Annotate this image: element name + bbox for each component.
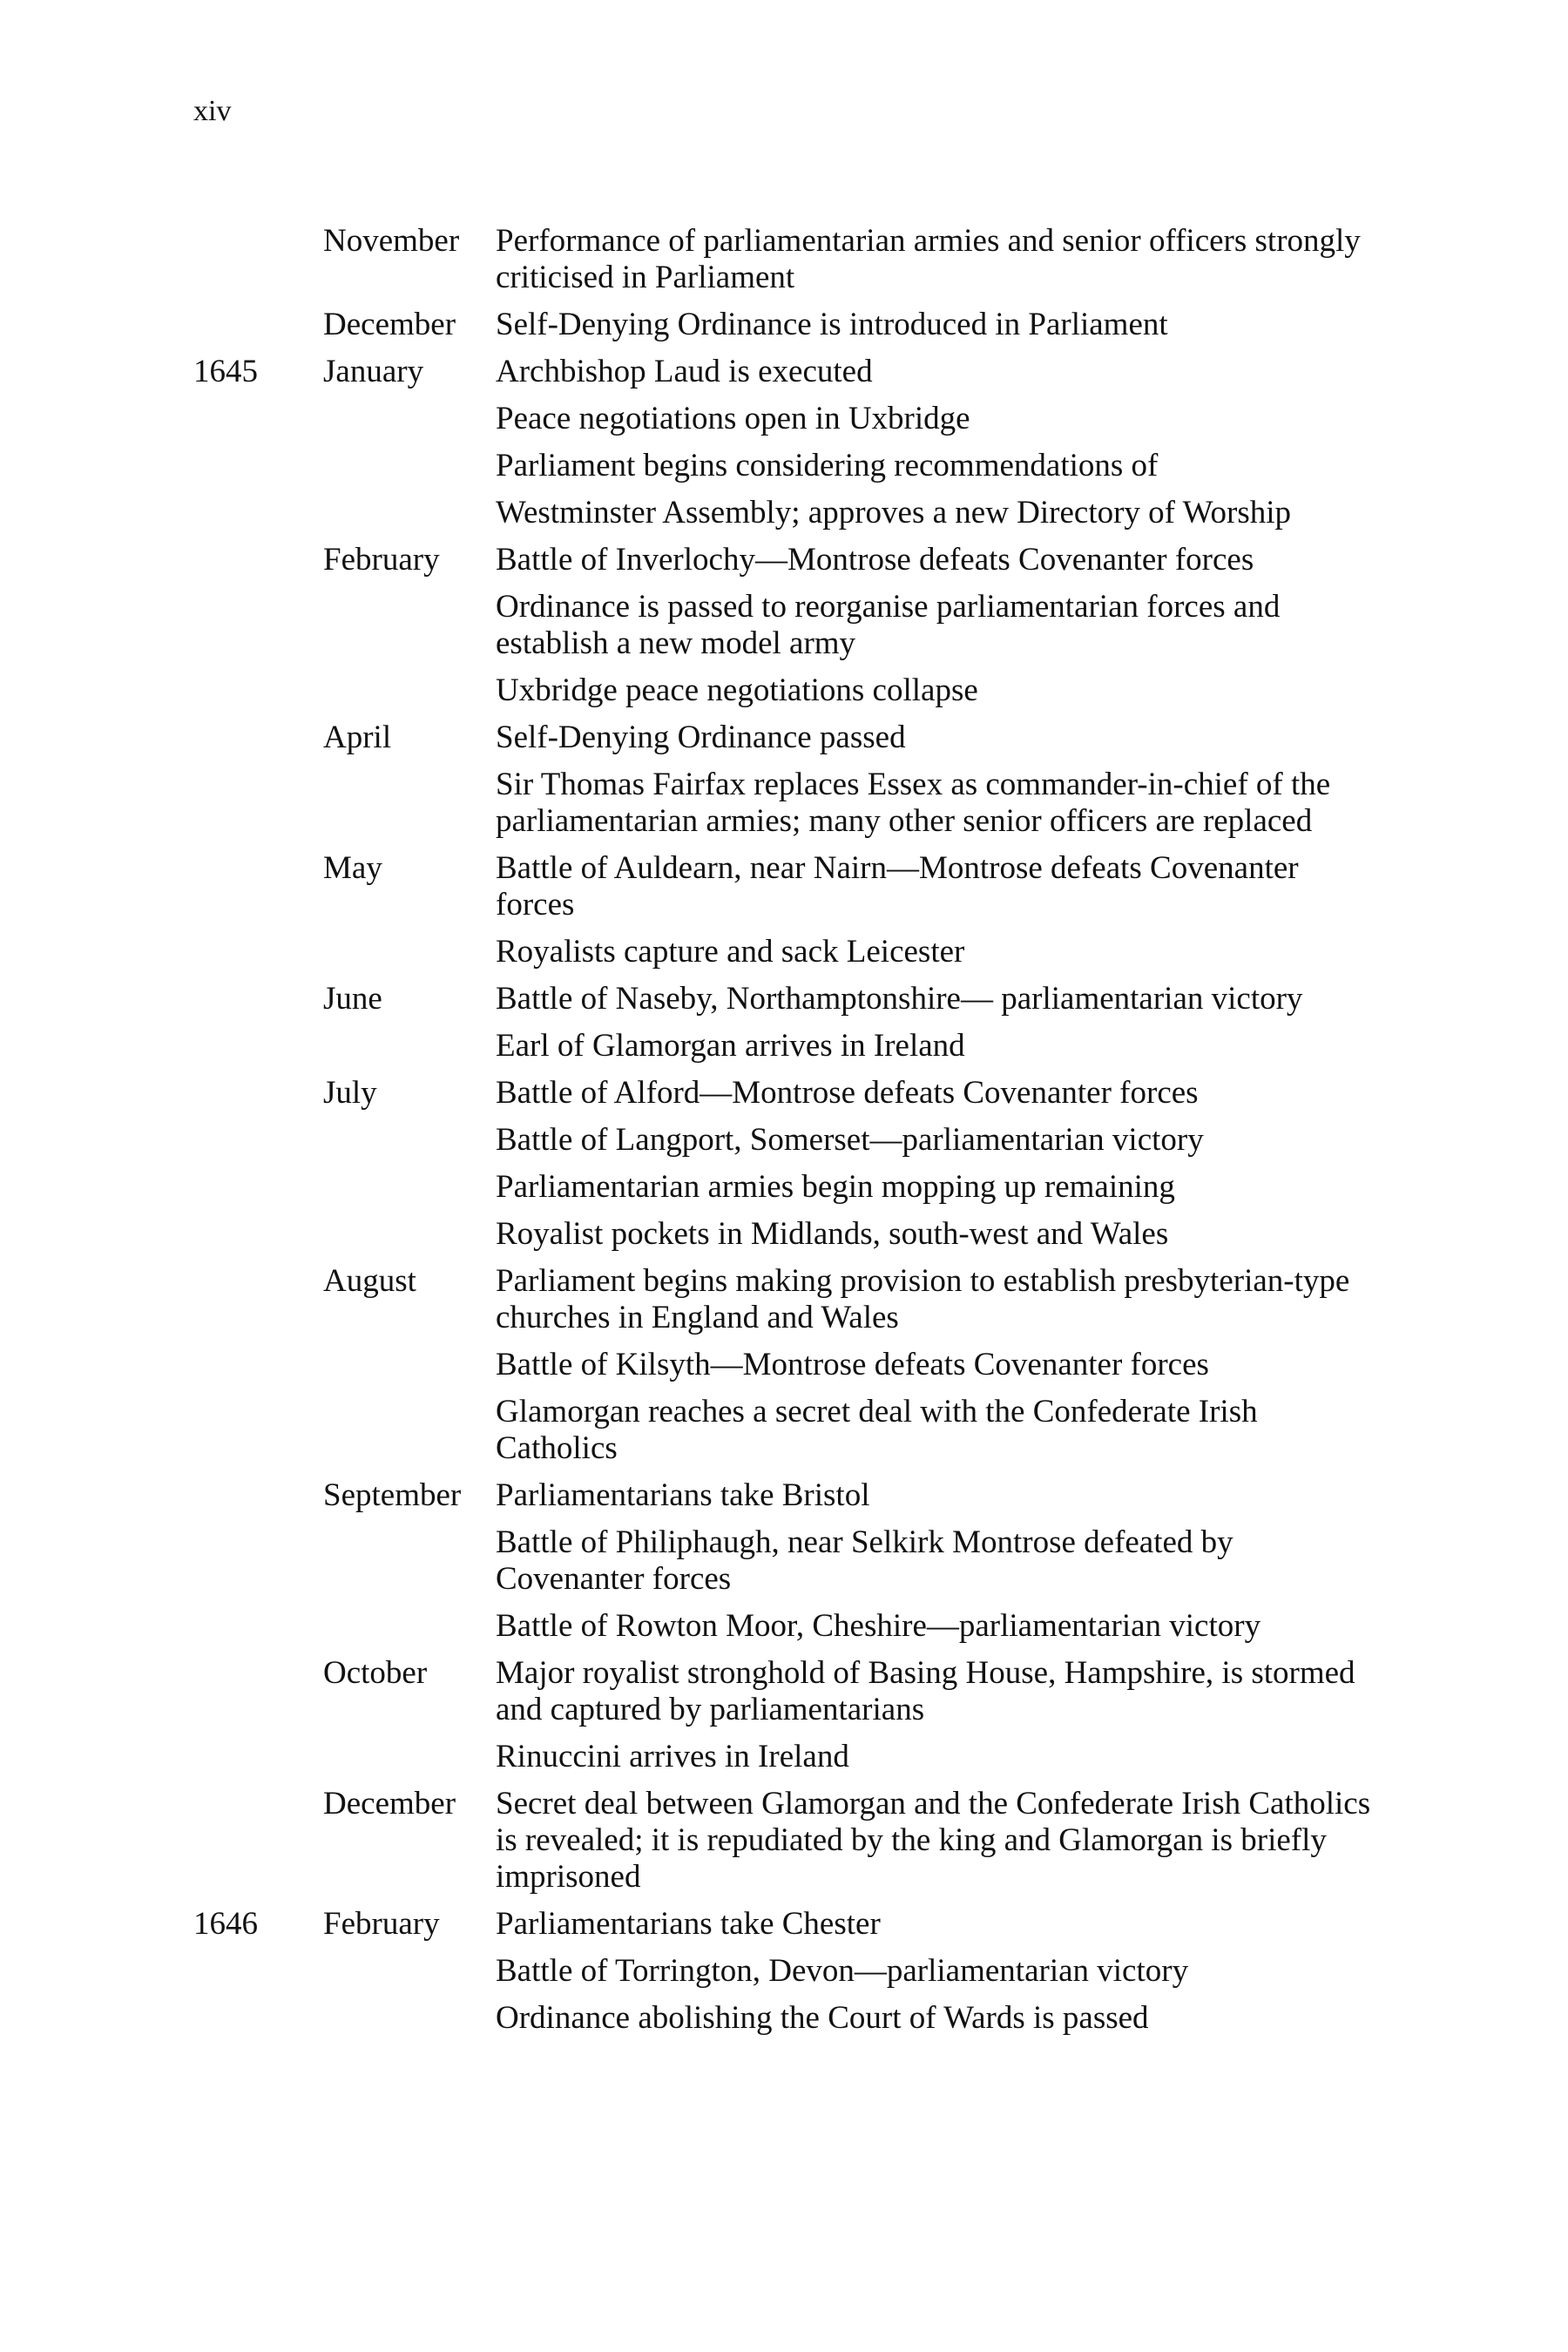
entry-month bbox=[323, 934, 496, 970]
entry-year bbox=[193, 1216, 323, 1253]
entry-year bbox=[193, 401, 323, 437]
chronology-entry bbox=[193, 1122, 1378, 1159]
chronology-table bbox=[193, 223, 1378, 2047]
entry-month bbox=[323, 1028, 496, 1064]
chronology-entry bbox=[193, 981, 1378, 1017]
entry-event: Parliamentarians take Chester bbox=[496, 1906, 881, 1942]
entry-event: Major royalist stronghold of Basing House, Hampshire, is stormed and captured by parliamentarians bbox=[496, 1655, 1355, 1727]
chronology-entry bbox=[193, 1739, 1378, 1775]
entry-event: Battle of Naseby, Northamptonshire— parliamentarian victory bbox=[496, 981, 1303, 1017]
entry-month: February bbox=[323, 1906, 440, 1942]
entry-event: Ordinance abolishing the Court of Wards is passed bbox=[496, 2000, 1149, 2036]
entry-month bbox=[323, 1394, 496, 1467]
entry-event: Uxbridge peace negotiations collapse bbox=[496, 672, 978, 708]
entry-year bbox=[193, 1524, 323, 1598]
entry-event: Archbishop Laud is executed bbox=[496, 354, 873, 389]
entry-month bbox=[323, 589, 496, 662]
chronology-entry bbox=[193, 1477, 1378, 1514]
entry-year bbox=[193, 1028, 323, 1064]
entry-event: Parliamentarians take Bristol bbox=[496, 1477, 870, 1513]
entry-month bbox=[323, 1608, 496, 1645]
chronology-entry bbox=[193, 542, 1378, 578]
entry-month bbox=[323, 448, 496, 484]
entry-year bbox=[193, 1263, 323, 1336]
entry-event: Parliament begins making provision to establish presbyterian-type churches in England and Wales bbox=[496, 1263, 1350, 1335]
entry-event: Peace negotiations open in Uxbridge bbox=[496, 401, 970, 436]
entry-year bbox=[193, 767, 323, 840]
entry-event: Earl of Glamorgan arrives in Ireland bbox=[496, 1028, 965, 1064]
entry-month: September bbox=[323, 1477, 462, 1513]
chronology-entry bbox=[193, 1394, 1378, 1467]
entry-year bbox=[193, 589, 323, 662]
entry-event: Battle of Rowton Moor, Cheshire—parliamentarian victory bbox=[496, 1608, 1261, 1644]
entry-event: Battle of Inverlochy—Montrose defeats Covenanter forces bbox=[496, 542, 1254, 578]
entry-month bbox=[323, 672, 496, 709]
entry-event: Royalists capture and sack Leicester bbox=[496, 934, 965, 970]
chronology-entry bbox=[193, 1075, 1378, 1112]
entry-month bbox=[323, 401, 496, 437]
entry-event: Battle of Langport, Somerset—parliamentarian victory bbox=[496, 1122, 1204, 1158]
entry-event: Parliamentarian armies begin mopping up remaining bbox=[496, 1169, 1175, 1205]
entry-year bbox=[193, 981, 323, 1017]
chronology-entry bbox=[193, 448, 1378, 484]
chronology-entry bbox=[193, 1655, 1378, 1728]
chronology-entry bbox=[193, 934, 1378, 970]
entry-event: Battle of Auldearn, near Nairn—Montrose defeats Covenanter forces bbox=[496, 850, 1299, 923]
chronology-entry bbox=[193, 495, 1378, 531]
entry-year bbox=[193, 307, 323, 343]
entry-year bbox=[193, 448, 323, 484]
entry-event: Battle of Philiphaugh, near Selkirk Montrose defeated by Covenanter forces bbox=[496, 1524, 1233, 1597]
chronology-entry bbox=[193, 1347, 1378, 1383]
chronology-entry bbox=[193, 1216, 1378, 1253]
entry-year bbox=[193, 223, 323, 296]
entry-year bbox=[193, 672, 323, 709]
entry-event: Sir Thomas Fairfax replaces Essex as commander-in-chief of the parliamentarian armies; many other senior officers are replaced bbox=[496, 767, 1331, 839]
entry-year bbox=[193, 1169, 323, 1206]
entry-month: December bbox=[323, 307, 456, 342]
entry-event: Secret deal between Glamorgan and the Confederate Irish Catholics is revealed; it is repudiated by the king and Glamorgan is briefly imprisoned bbox=[496, 1786, 1371, 1895]
chronology-entry bbox=[193, 1524, 1378, 1598]
chronology-entry bbox=[193, 1953, 1378, 1990]
entry-event: Battle of Kilsyth—Montrose defeats Covenanter forces bbox=[496, 1347, 1209, 1382]
chronology-entry bbox=[193, 1169, 1378, 1206]
entry-year bbox=[193, 1953, 323, 1990]
entry-year bbox=[193, 1347, 323, 1383]
entry-month bbox=[323, 1953, 496, 1990]
entry-month: October bbox=[323, 1655, 428, 1691]
entry-month: April bbox=[323, 720, 392, 755]
entry-year bbox=[193, 934, 323, 970]
chronology-entry bbox=[193, 354, 1378, 390]
chronology-entry bbox=[193, 1028, 1378, 1064]
entry-month bbox=[323, 767, 496, 840]
entry-month: June bbox=[323, 981, 382, 1017]
entry-year bbox=[193, 542, 323, 578]
entry-event: Westminster Assembly; approves a new Directory of Worship bbox=[496, 495, 1292, 531]
entry-year bbox=[193, 850, 323, 923]
chronology-entry bbox=[193, 2000, 1378, 2037]
entry-month bbox=[323, 2000, 496, 2037]
entry-year bbox=[193, 1786, 323, 1896]
entry-month: January bbox=[323, 354, 424, 389]
chronology-entry bbox=[193, 720, 1378, 756]
chronology-entry bbox=[193, 1786, 1378, 1896]
chronology-entry bbox=[193, 223, 1378, 296]
entry-event: Ordinance is passed to reorganise parliamentarian forces and establish a new model army bbox=[496, 589, 1281, 661]
entry-month bbox=[323, 1122, 496, 1159]
entry-year bbox=[193, 1122, 323, 1159]
entry-month: July bbox=[323, 1075, 377, 1111]
chronology-entry bbox=[193, 672, 1378, 709]
entry-year bbox=[193, 1394, 323, 1467]
chronology-entry bbox=[193, 307, 1378, 343]
entry-event: Battle of Torrington, Devon—parliamentarian victory bbox=[496, 1953, 1189, 1989]
chronology-entry bbox=[193, 1263, 1378, 1336]
entry-month: November bbox=[323, 223, 460, 259]
entry-month bbox=[323, 1216, 496, 1253]
entry-year: 1646 bbox=[193, 1906, 258, 1942]
entry-year bbox=[193, 2000, 323, 2037]
entry-year: 1645 bbox=[193, 354, 258, 389]
entry-year bbox=[193, 720, 323, 756]
entry-month: August bbox=[323, 1263, 416, 1299]
chronology-entry bbox=[193, 401, 1378, 437]
entry-event: Self-Denying Ordinance passed bbox=[496, 720, 906, 755]
chronology-entry bbox=[193, 850, 1378, 923]
entry-month bbox=[323, 1169, 496, 1206]
entry-event: Performance of parliamentarian armies and senior officers strongly criticised in Parliament bbox=[496, 223, 1361, 295]
chronology-entry bbox=[193, 767, 1378, 840]
entry-year bbox=[193, 1075, 323, 1112]
entry-year bbox=[193, 1608, 323, 1645]
entry-event: Rinuccini arrives in Ireland bbox=[496, 1739, 849, 1774]
entry-event: Parliament begins considering recommendations of bbox=[496, 448, 1159, 483]
chronology-entry bbox=[193, 1906, 1378, 1943]
entry-month bbox=[323, 495, 496, 531]
entry-month: May bbox=[323, 850, 382, 886]
entry-year bbox=[193, 1477, 323, 1514]
chronology-entry bbox=[193, 589, 1378, 662]
entry-event: Battle of Alford—Montrose defeats Covenanter forces bbox=[496, 1075, 1199, 1111]
entry-year bbox=[193, 1739, 323, 1775]
entry-event: Self-Denying Ordinance is introduced in Parliament bbox=[496, 307, 1168, 342]
entry-month bbox=[323, 1524, 496, 1598]
entry-year bbox=[193, 1655, 323, 1728]
entry-month: February bbox=[323, 542, 440, 578]
page-number: xiv bbox=[193, 95, 232, 127]
entry-event: Glamorgan reaches a secret deal with the Confederate Irish Catholics bbox=[496, 1394, 1258, 1466]
chronology-entry bbox=[193, 1608, 1378, 1645]
entry-year bbox=[193, 495, 323, 531]
entry-month bbox=[323, 1347, 496, 1383]
entry-event: Royalist pockets in Midlands, south-west and Wales bbox=[496, 1216, 1169, 1252]
entry-month bbox=[323, 1739, 496, 1775]
entry-month: December bbox=[323, 1786, 456, 1821]
